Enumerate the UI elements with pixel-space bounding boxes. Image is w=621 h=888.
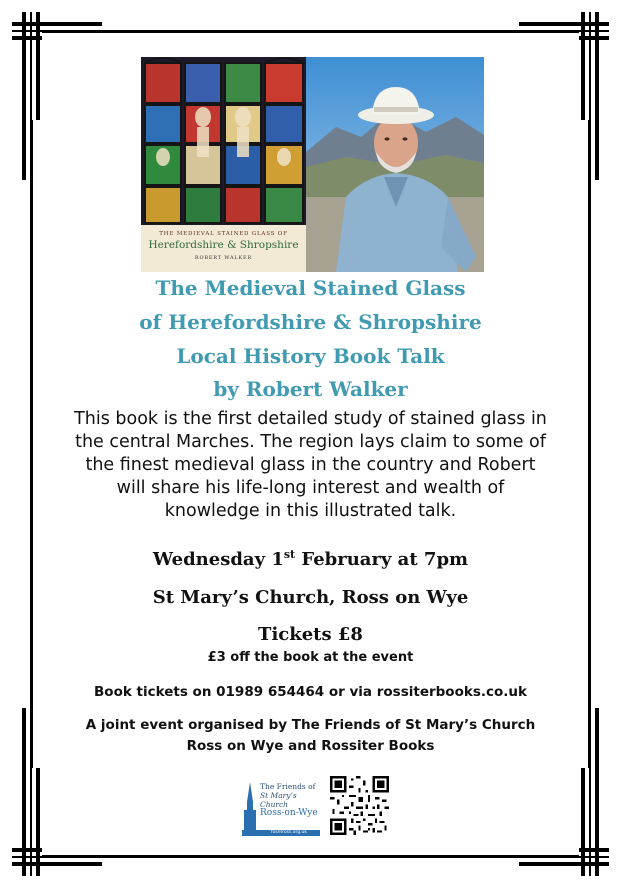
talk-description bbox=[40, 408, 581, 523]
friends-of-st-marys-logo bbox=[242, 780, 320, 836]
book-author: ROBERT WALKER bbox=[194, 255, 253, 261]
description-line: This book is the first detailed study of stained glass in bbox=[74, 409, 547, 429]
logo-url: fosmross.org.uk bbox=[271, 830, 307, 835]
author-photo-illustration bbox=[306, 57, 484, 272]
author-photo bbox=[306, 57, 484, 272]
organiser-line-2: Ross on Wye and Rossiter Books bbox=[186, 738, 435, 754]
event-tickets: Tickets £8 bbox=[258, 624, 363, 645]
event-date bbox=[0, 548, 621, 570]
stained-glass-window bbox=[141, 57, 306, 225]
logo-line-3: Ross-on-Wye bbox=[260, 808, 318, 818]
hero-image bbox=[141, 57, 484, 272]
talk-title-line-1: The Medieval Stained Glass bbox=[155, 276, 466, 300]
organiser-line-1: A joint event organised by The Friends of St Mary’s Church bbox=[85, 717, 536, 733]
talk-title-line-2: of Herefordshire & Shropshire bbox=[139, 310, 482, 334]
event-date-ordinal: st bbox=[283, 548, 296, 561]
description-line: knowledge in this illustrated talk. bbox=[164, 501, 457, 521]
logo-line-1: The Friends of bbox=[260, 782, 316, 791]
description-line: will share his life-long interest and wealth of bbox=[116, 478, 505, 498]
description-line: the finest medieval glass in the country and Robert bbox=[85, 455, 536, 475]
qr-code[interactable] bbox=[330, 776, 389, 835]
description-line: the central Marches. The region lays claim to some of bbox=[75, 432, 546, 452]
event-date-text: Wednesday 1 bbox=[152, 549, 284, 570]
talk-subtitle: Local History Book Talk bbox=[176, 344, 445, 368]
event-date-rest: February at 7pm bbox=[295, 549, 469, 570]
book-title: Herefordshire & Shropshire bbox=[148, 239, 299, 251]
book-supertitle: THE MEDIEVAL STAINED GLASS OF bbox=[159, 231, 288, 237]
logo-line-2: St Mary’s Church bbox=[260, 791, 297, 809]
booking-info: Book tickets on 01989 654464 or via rossiterbooks.co.uk bbox=[94, 684, 527, 700]
talk-speaker: by Robert Walker bbox=[213, 377, 408, 401]
book-cover bbox=[141, 57, 306, 272]
event-venue: St Mary’s Church, Ross on Wye bbox=[152, 587, 469, 608]
book-offer: £3 off the book at the event bbox=[207, 650, 414, 665]
